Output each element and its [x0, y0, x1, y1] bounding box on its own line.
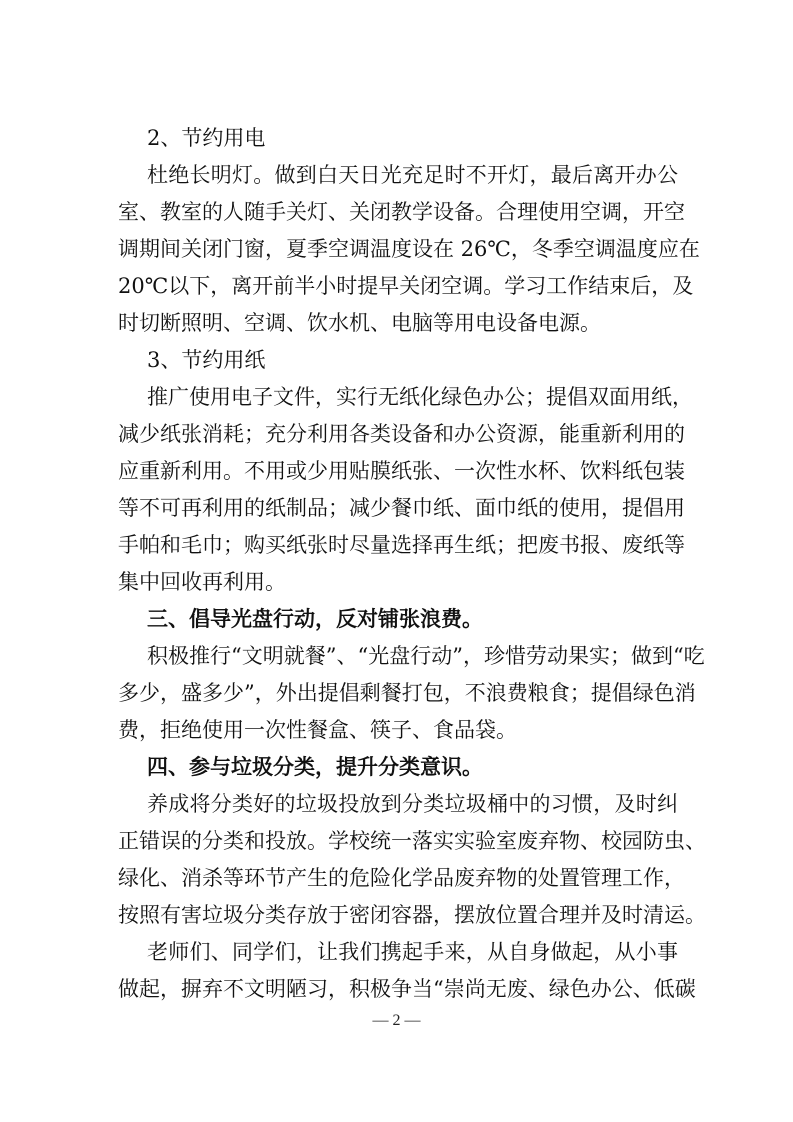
paragraph-line: 绿化、消杀等环节产生的危险化学品废弃物的处置管理工作，: [118, 866, 685, 890]
section-title-save-electricity: 2、节约用电: [147, 126, 266, 150]
paragraph-line: 按照有害垃圾分类存放于密闭容器，摆放位置合理并及时清运。: [118, 903, 706, 927]
paragraph-line: 积极推行“文明就餐”、“光盘行动”，珍惜劳动果实；做到“吃: [147, 644, 705, 668]
paragraph-line: 集中回收再利用。: [118, 570, 286, 594]
paragraph-line: 正错误的分类和投放。学校统一落实实验室废弃物、校园防虫、: [118, 829, 706, 853]
paragraph-line: 推广使用电子文件，实行无纸化绿色办公；提倡双面用纸，: [147, 385, 693, 409]
paragraph-line: 等不可再利用的纸制品；减少餐巾纸、面巾纸的使用，提倡用: [118, 496, 685, 520]
closing-paragraph-line: 做起，摒弃不文明陋习，积极争当“崇尚无废、绿色办公、低碳: [118, 977, 696, 1001]
section-heading-clean-plate: 三、倡导光盘行动，反对铺张浪费。: [147, 607, 483, 631]
paragraph-line: 养成将分类好的垃圾投放到分类垃圾桶中的习惯，及时纠: [147, 792, 678, 816]
section-title-save-paper: 3、节约用纸: [147, 348, 266, 372]
paragraph-line: 费，拒绝使用一次性餐盒、筷子、食品袋。: [118, 718, 517, 742]
paragraph-line: 应重新利用。不用或少用贴膜纸张、一次性水杯、饮料纸包装: [118, 459, 685, 483]
closing-paragraph-line: 老师们、同学们，让我们携起手来，从自身做起，从小事: [147, 940, 678, 964]
paragraph-line: 时切断照明、空调、饮水机、电脑等用电设备电源。: [118, 311, 601, 335]
paragraph-line: 调期间关闭门窗，夏季空调温度设在 26℃，冬季空调温度应在: [118, 237, 700, 261]
paragraph-line: 室、教室的人随手关灯、关闭教学设备。合理使用空调，开空: [118, 200, 685, 224]
page-number: — 2 —: [372, 1012, 421, 1029]
paragraph-line: 多少，盛多少”，外出提倡剩餐打包，不浪费粮食；提倡绿色消: [118, 681, 696, 705]
paragraph-line: 减少纸张消耗；充分利用各类设备和办公资源，能重新利用的: [118, 422, 685, 446]
paragraph-line: 20℃以下，离开前半小时提早关闭空调。学习工作结束后，及: [118, 274, 694, 298]
paragraph-line: 杜绝长明灯。做到白天日光充足时不开灯，最后离开办公: [147, 163, 678, 187]
section-heading-garbage-sorting: 四、参与垃圾分类，提升分类意识。: [147, 755, 483, 779]
paragraph-line: 手帕和毛巾；购买纸张时尽量选择再生纸；把废书报、废纸等: [118, 533, 685, 557]
